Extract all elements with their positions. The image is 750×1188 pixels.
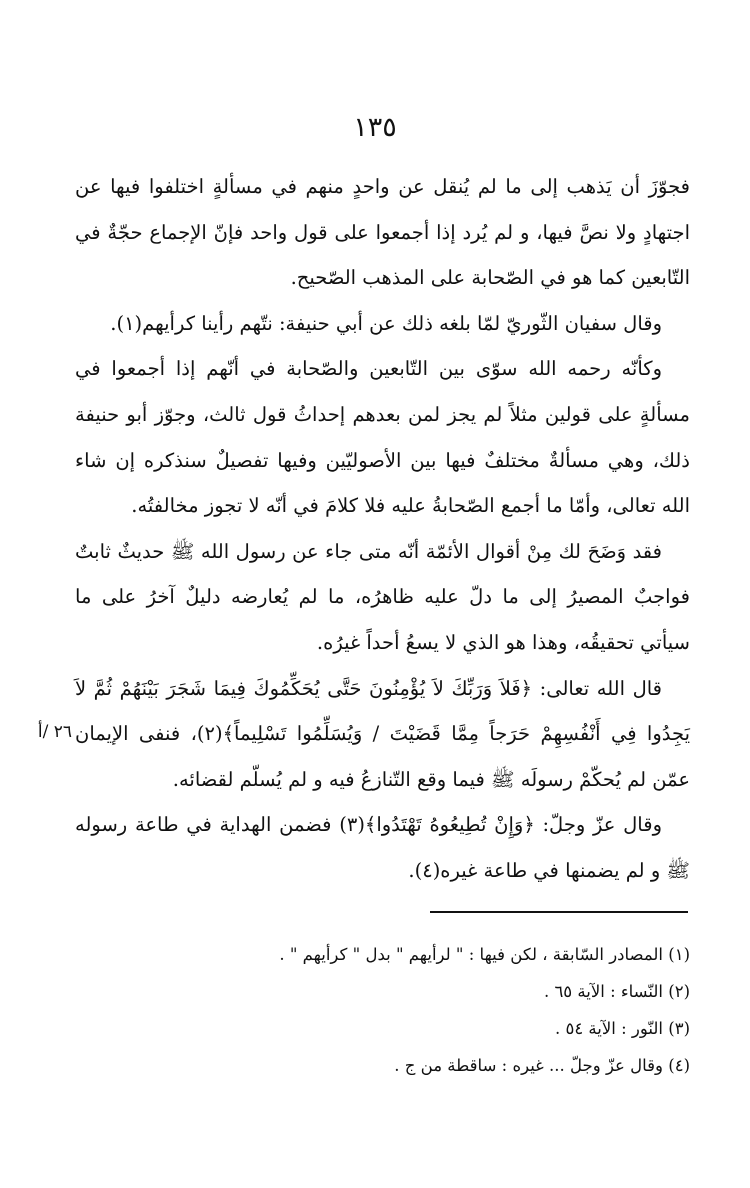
page-number: ١٣٥	[353, 112, 397, 143]
paragraph-1: فجوّزَ أن يَذهب إلى ما لم يُنقل عن واحدٍ منهم في مسألةٍ اختلفوا فيها عن اجتهادٍ ولا نصَّ فيها، و لم يُرد إذا أجمعوا على قول واحد فإنّ الإجماع حجّةٌ في التّابعين كما هو في الصّحابة على المذهب الصّحيح.	[75, 175, 690, 290]
paragraph-6: وقال عزّ وجلّ: ﴿وَإِنْ تُطِيعُوهُ تَهْتَدُوا﴾(٣) فضمن الهداية في طاعة رسوله ﷺ و لم يضمنها في طاعة غيره(٤).	[75, 813, 690, 882]
main-text	[75, 164, 690, 894]
footnote-3: (٣) النّور : الآية ٥٤ .	[554, 1019, 690, 1038]
footnote-divider	[430, 911, 688, 913]
footnote-1: (١) المصادر السّابقة ، لكن فيها : " لرأيهم " بدل " كرأيهم " .	[279, 945, 690, 964]
footnote-4: (٤) وقال عزّ وجلّ ... غيره : ساقطة من ج .	[394, 1056, 690, 1075]
paragraph-2: وقال سفيان الثّوريّ لمّا بلغه ذلك عن أبي حنيفة: نتّهم رأينا كرأيهم(١).	[110, 311, 662, 335]
footnote-2: (٢) النّساء : الآية ٦٥ .	[543, 982, 690, 1001]
footnotes	[75, 936, 690, 1084]
paragraph-4: فقد وَضَحَ لك مِنْ أقوال الأئمّة أنّه متى جاء عن رسول الله ﷺ حديثٌ ثابتٌ فواجبٌ المصيرُ إلى ما دلّ عليه ظاهرُه، ما لم يُعارضه دليلٌ آخرُ على ما سيأتي تحقيقُه، وهذا هو الذي لا يسعُ أحداً غيرُه.	[75, 539, 690, 654]
manuscript-folio-note: ٢٦ /أ	[37, 722, 72, 742]
paragraph-3: وكأنّه رحمه الله سوّى بين التّابعين والصّحابة في أنّهم إذا أجمعوا في مسألةٍ على قولين مثلاً لم يجز لمن بعدهم إحداثُ قول ثالث، وجوّز أبو حنيفة ذلك، وهي مسألةٌ مختلفٌ فيها بين الأصوليّين وفيها تفصيلٌ سنذكره إن شاء الله تعالى، وأمّا ما أجمع الصّحابةُ عليه فلا كلامَ في أنّه لا تجوز مخالفتُه.	[75, 357, 690, 518]
paragraph-5: قال الله تعالى: ﴿فَلاَ وَرَبِّكَ لاَ يُؤْمِنُونَ حَتَّى يُحَكِّمُوكَ فِيمَا شَجَرَ بَيْنَهُمْ ثُمَّ لاَ يَجِدُوا فِي أَنْفُسِهِمْ حَرَجاً مِمَّا قَضَيْتَ / وَيُسَلِّمُوا تَسْلِيماً﴾(٢)، فنفى الإيمان عمّن لم يُحكّمْ رسولَه ﷺ فيما وقع التّنازعُ فيه و لم يُسلّم لقضائه.	[75, 676, 691, 791]
